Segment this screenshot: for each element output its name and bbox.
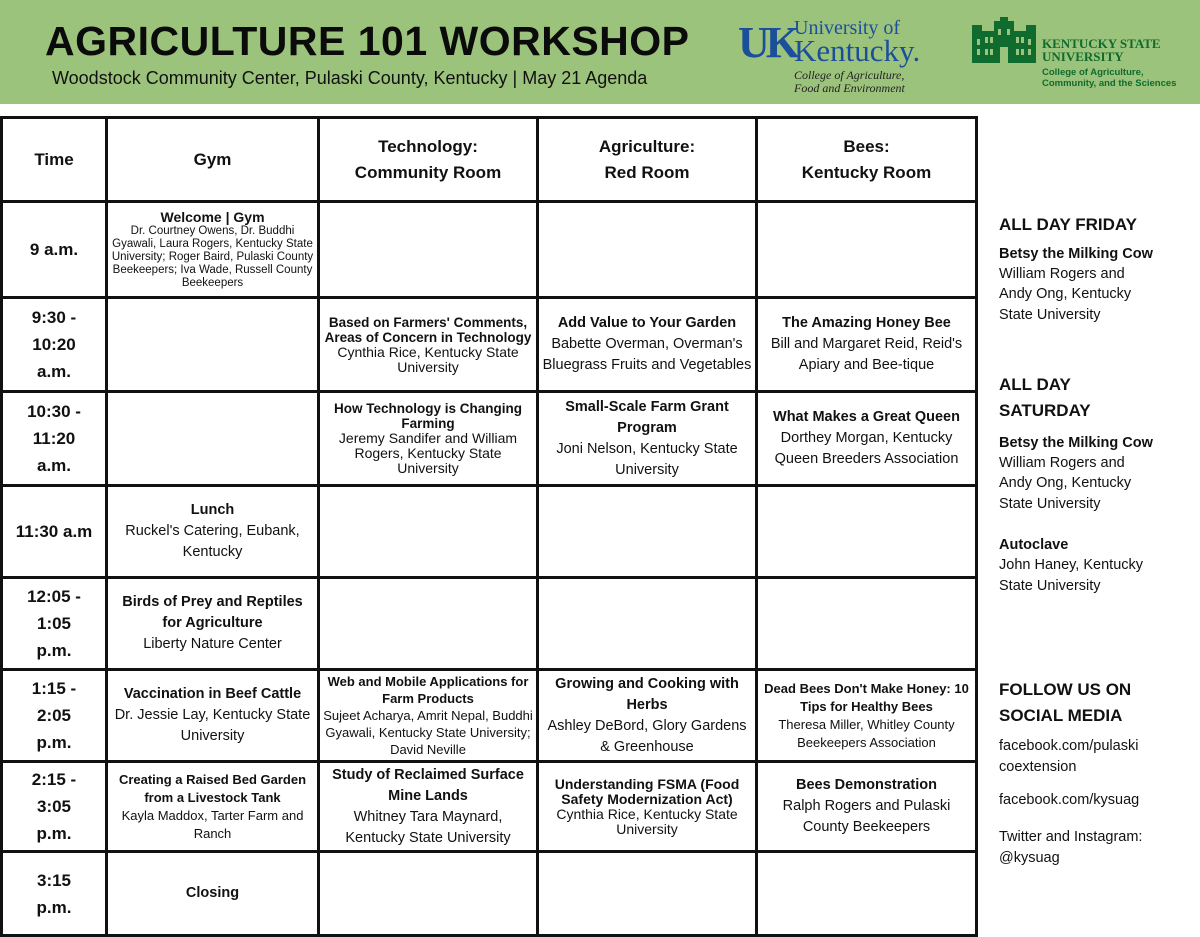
table-row — [2, 202, 977, 298]
saturday-event-title: Betsy the Milking Cow — [999, 435, 1153, 451]
empty-cell — [107, 392, 319, 486]
table-row — [2, 852, 977, 936]
session-title: What Makes a Great Queen — [773, 409, 960, 425]
session-cell — [538, 298, 757, 392]
session-title: Welcome | Gym — [160, 209, 265, 225]
session-title: Web and Mobile Applications for Farm Products — [327, 674, 529, 706]
session-cell — [538, 670, 757, 762]
session-presenters: Dorthey Morgan, Kentucky Queen Breeders Association — [774, 430, 959, 467]
table-row — [2, 578, 977, 670]
session-cell — [757, 670, 977, 762]
time-cell: 9:30 - 10:20 a.m. — [2, 298, 107, 392]
session-title: Add Value to Your Garden — [557, 315, 737, 331]
agenda-table — [0, 116, 978, 937]
time-cell: 12:05 - 1:05 p.m. — [2, 578, 107, 670]
page-subtitle: Woodstock Community Center, Pulaski County, Kentucky | May 21 Agenda — [52, 68, 648, 88]
table-row — [2, 486, 977, 578]
saturday-event-line: William Rogers and — [999, 455, 1125, 471]
session-cell — [538, 392, 757, 486]
session-title: Birds of Prey and Reptiles for Agriculture — [122, 594, 303, 631]
session-cell — [107, 852, 319, 936]
session-cell — [319, 670, 538, 762]
uk-college-line1: College of Agriculture, — [794, 68, 905, 82]
session-cell — [757, 392, 977, 486]
uk-logo — [738, 17, 938, 97]
ksu-name-line1: KENTUCKY STATE — [1042, 36, 1161, 51]
page-title: AGRICULTURE 101 WORKSHOP — [45, 18, 690, 64]
empty-cell — [538, 578, 757, 670]
session-title: Vaccination in Beef Cattle — [123, 686, 302, 702]
empty-cell — [319, 852, 538, 936]
ksu-college-line1: College of Agriculture, — [1042, 67, 1144, 78]
session-presenters: Jeremy Sandifer and William Rogers, Kentucky State University — [338, 430, 518, 476]
ksu-logo — [972, 17, 1197, 97]
session-cell — [319, 762, 538, 852]
empty-cell — [319, 202, 538, 298]
session-presenters: Whitney Tara Maynard, Kentucky State University — [345, 808, 511, 846]
session-presenters: Theresa Miller, Whitley County Beekeepers Association — [778, 716, 955, 750]
ksu-logo-name — [1042, 37, 1161, 63]
time-cell: 10:30 - 11:20 a.m. — [2, 392, 107, 486]
saturday-event-line: State University — [999, 496, 1101, 512]
uk-logo-line2: Kentucky. — [794, 33, 921, 68]
session-title: Small-Scale Farm Grant Program — [565, 398, 729, 436]
friday-event-line: William Rogers and — [999, 266, 1125, 282]
session-presenters: Kayla Maddox, Tarter Farm and Ranch — [121, 807, 304, 841]
session-title: The Amazing Honey Bee — [782, 315, 951, 331]
header-row — [2, 118, 977, 202]
table-row — [2, 762, 977, 852]
session-presenters: Dr. Jessie Lay, Kentucky State University — [114, 707, 311, 744]
time-cell: 1:15 - 2:05 p.m. — [2, 670, 107, 762]
saturday-event-line: Andy Ong, Kentucky — [999, 475, 1132, 491]
session-cell — [757, 762, 977, 852]
session-cell — [757, 298, 977, 392]
col-header-bees: Bees: Kentucky Room — [757, 118, 977, 202]
session-cell — [107, 762, 319, 852]
session-cell — [319, 298, 538, 392]
session-title: Creating a Raised Bed Garden from a Livestock Tank — [118, 771, 307, 805]
session-presenters: Cynthia Rice, Kentucky State University — [337, 343, 519, 375]
uk-logo-mark: UK — [738, 18, 796, 67]
empty-cell — [757, 486, 977, 578]
empty-cell — [757, 202, 977, 298]
empty-cell — [757, 578, 977, 670]
col-header-agriculture: Agriculture: Red Room — [538, 118, 757, 202]
session-presenters: Cynthia Rice, Kentucky State University — [556, 805, 738, 837]
session-title: How Technology is Changing Farming — [334, 401, 522, 431]
session-title: Understanding FSMA (Food Safety Modernization Act) — [554, 775, 740, 807]
session-cell — [107, 670, 319, 762]
ksu-logo-college — [1042, 67, 1176, 89]
uk-college-line2: Food and Environment — [794, 81, 905, 95]
session-cell — [107, 202, 319, 298]
time-cell: 11:30 a.m — [2, 486, 107, 578]
session-presenters: Ruckel's Catering, Eubank, Kentucky — [125, 523, 300, 560]
facebook-link-pulaski[interactable]: facebook.com/pulaski coextension — [999, 738, 1139, 775]
ksu-building-icon — [972, 17, 1036, 65]
session-presenters: Ashley DeBord, Glory Gardens & Greenhouse — [547, 717, 747, 755]
session-presenters: Bill and Margaret Reid, Reid's Apiary and Bee-tique — [770, 336, 963, 373]
header-band — [0, 0, 1200, 104]
empty-cell — [319, 578, 538, 670]
session-title: Growing and Cooking with Herbs — [555, 675, 739, 713]
friday-event-line: State University — [999, 307, 1101, 323]
empty-cell — [538, 852, 757, 936]
col-header-time: Time — [2, 118, 107, 202]
uk-logo-college — [794, 69, 905, 95]
empty-cell — [538, 486, 757, 578]
time-cell: 3:15 p.m. — [2, 852, 107, 936]
autoclave-title: Autoclave — [999, 537, 1069, 553]
session-presenters: Sujeet Acharya, Amrit Nepal, Buddhi Gyawali, Kentucky State University; David Neville — [323, 708, 533, 757]
table-row — [2, 670, 977, 762]
session-title: Study of Reclaimed Surface Mine Lands — [332, 766, 524, 804]
session-title: Lunch — [190, 502, 235, 518]
ksu-college-line2: Community, and the Sciences — [1042, 78, 1177, 89]
session-title: Dead Bees Don't Make Honey: 10 Tips for Healthy Bees — [764, 680, 969, 714]
session-cell — [107, 578, 319, 670]
empty-cell — [107, 298, 319, 392]
empty-cell — [319, 486, 538, 578]
session-presenters: Babette Overman, Overman's Bluegrass Fruits and Vegetables — [542, 336, 752, 373]
social-heading-line1: FOLLOW US ON — [999, 680, 1132, 699]
facebook-link-kysuag[interactable]: facebook.com/kysuag — [999, 792, 1140, 808]
empty-cell — [538, 202, 757, 298]
col-header-gym: Gym — [107, 118, 319, 202]
session-presenters: Liberty Nature Center — [143, 636, 282, 652]
friday-event-title: Betsy the Milking Cow — [999, 246, 1153, 262]
social-heading-line2: SOCIAL MEDIA — [999, 706, 1123, 725]
session-title: Based on Farmers' Comments, Areas of Concern in Technology — [324, 314, 532, 345]
session-cell — [538, 762, 757, 852]
autoclave-line: State University — [999, 578, 1101, 594]
friday-heading: ALL DAY FRIDAY — [999, 215, 1137, 234]
session-cell — [319, 392, 538, 486]
autoclave-line: John Haney, Kentucky — [999, 557, 1144, 573]
session-presenters: Joni Nelson, Kentucky State University — [556, 440, 738, 478]
session-presenters: Ralph Rogers and Pulaski County Beekeepers — [782, 798, 951, 835]
saturday-heading-line2: SATURDAY — [999, 401, 1091, 420]
session-cell — [107, 486, 319, 578]
table-row — [2, 392, 977, 486]
session-title: Closing — [185, 885, 240, 901]
session-presenters: Dr. Courtney Owens, Dr. Buddhi Gyawali, Laura Rogers, Kentucky State University; Roger Baird, Pulaski County Beekeepers; Iva Wade, Russell County Beekeepers — [111, 225, 314, 289]
uk-logo-line1: University of — [794, 17, 901, 39]
empty-cell — [757, 852, 977, 936]
table-row — [2, 298, 977, 392]
time-cell: 9 a.m. — [2, 202, 107, 298]
time-cell: 2:15 - 3:05 p.m. — [2, 762, 107, 852]
col-header-technology: Technology: Community Room — [319, 118, 538, 202]
twitter-instagram-handle[interactable]: Twitter and Instagram: @kysuag — [999, 829, 1143, 866]
friday-event-line: Andy Ong, Kentucky — [999, 286, 1132, 302]
session-title: Bees Demonstration — [795, 777, 937, 793]
ksu-name-line2: UNIVERSITY — [1042, 49, 1124, 64]
saturday-heading-line1: ALL DAY — [999, 375, 1071, 394]
